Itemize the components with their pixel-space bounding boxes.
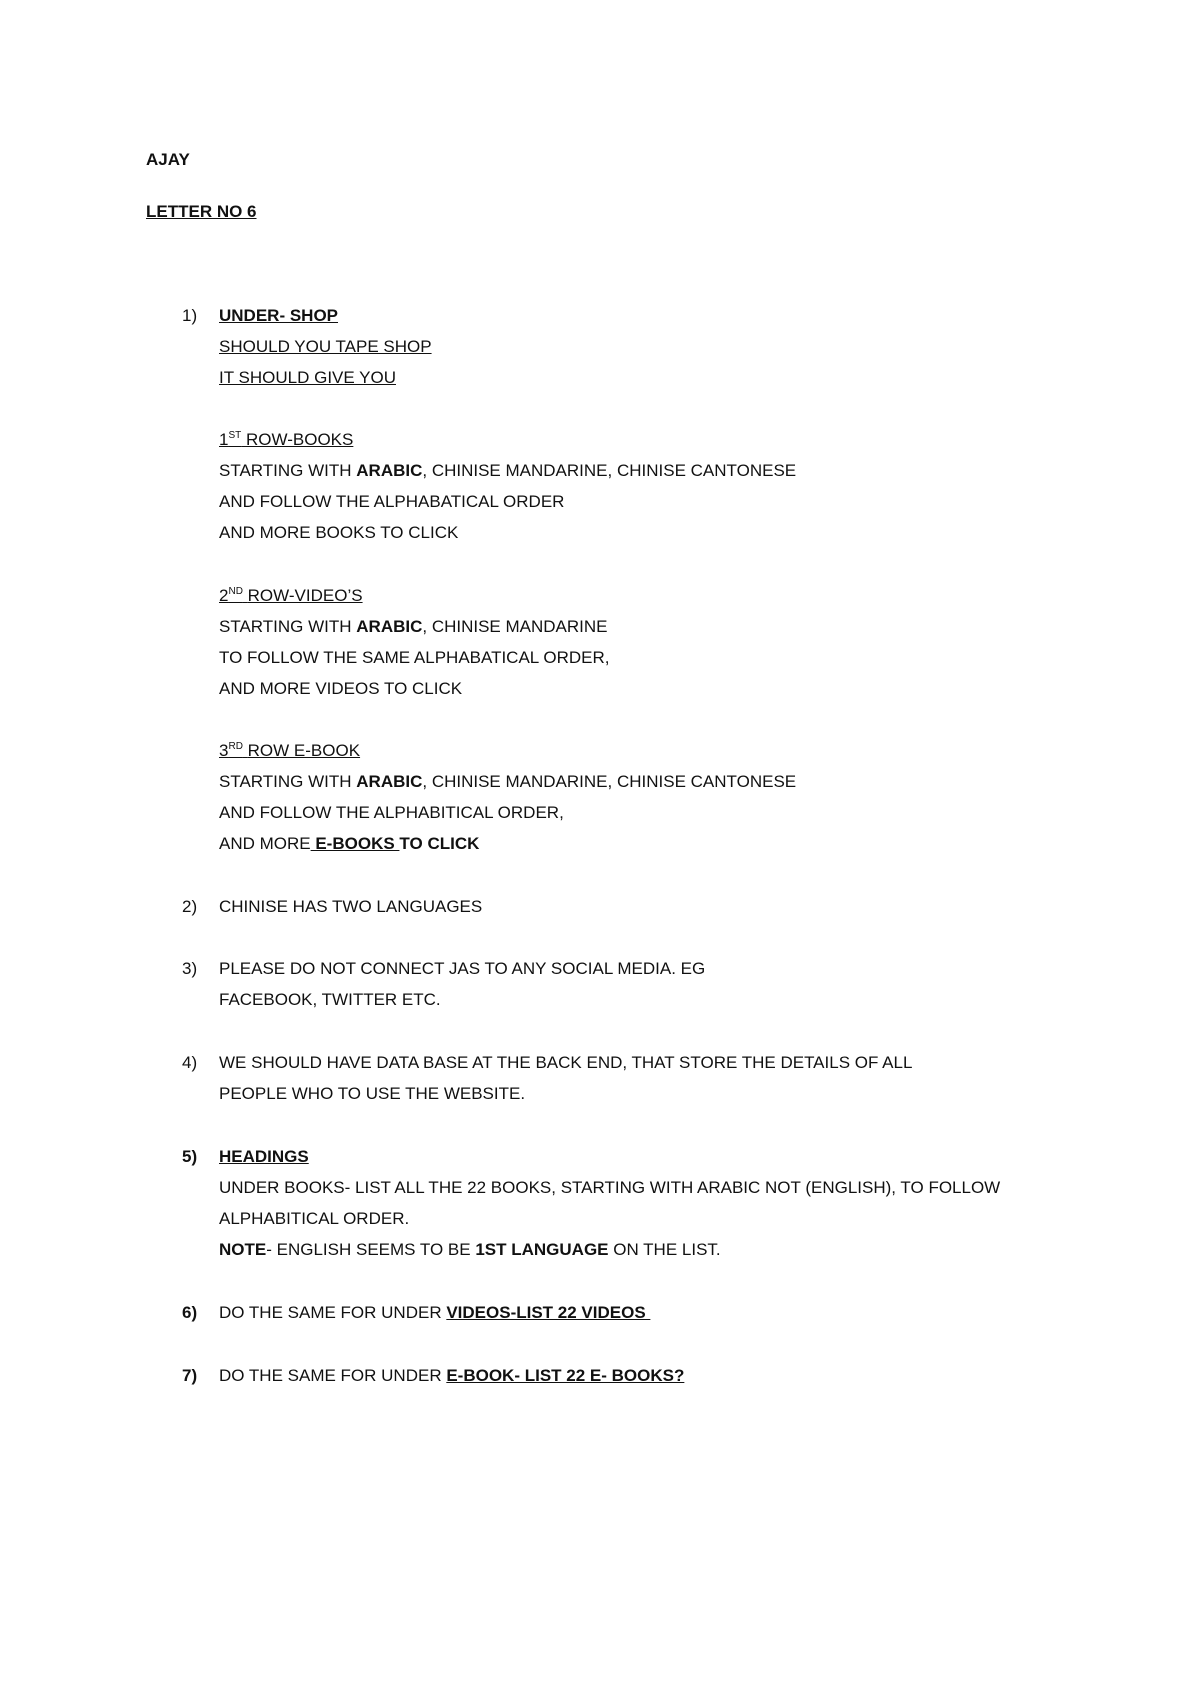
item-line: SHOULD YOU TAPE SHOP <box>219 337 432 356</box>
row-title-text: ROW-BOOKS <box>245 430 354 449</box>
row-title <box>219 740 360 762</box>
item-note <box>219 1239 721 1261</box>
row-rest-text: , CHINISE MANDARINE, CHINISE CANTONESE <box>422 772 797 791</box>
item-text-emphasis: E-BOOK- LIST 22 E- BOOKS? <box>446 1366 685 1385</box>
item-number: 4) <box>182 1053 198 1072</box>
row-ordinal-suffix: ND <box>228 586 243 597</box>
item-text <box>219 1302 650 1324</box>
row-line <box>219 833 479 855</box>
item-heading: UNDER- SHOP <box>219 306 339 325</box>
row-line: AND MORE BOOKS TO CLICK <box>219 523 459 542</box>
item-text-start: DO THE SAME FOR UNDER <box>219 1366 447 1385</box>
row-ordinal-suffix: RD <box>228 741 243 752</box>
note-text: - ENGLISH SEEMS TO BE <box>266 1240 476 1259</box>
row-title-text: ROW-VIDEO’S <box>247 586 363 605</box>
item-number: 3) <box>182 959 198 978</box>
row-start-text: STARTING WITH <box>219 772 357 791</box>
item-text: CHINISE HAS TWO LANGUAGES <box>219 897 483 916</box>
row-line: TO FOLLOW THE SAME ALPHABATICAL ORDER, <box>219 648 610 667</box>
item-number: 2) <box>182 897 198 916</box>
row-bold-text: ARABIC <box>356 617 423 636</box>
item-text: WE SHOULD HAVE DATA BASE AT THE BACK END, THAT STORE THE DETAILS OF ALL <box>219 1053 913 1072</box>
row-ordinal: 3 <box>219 741 229 760</box>
row-line <box>219 771 796 793</box>
row-title <box>219 585 363 607</box>
row-bold-text: ARABIC <box>356 772 423 791</box>
row-line <box>219 460 796 482</box>
item-text: UNDER BOOKS- LIST ALL THE 22 BOOKS, STARTING WITH ARABIC NOT (ENGLISH), TO FOLLOW <box>219 1178 1001 1197</box>
item-text-emphasis: VIDEOS-LIST 22 VIDEOS <box>446 1303 651 1322</box>
note-end-text: ON THE LIST. <box>608 1240 721 1259</box>
note-label: NOTE <box>219 1240 267 1259</box>
note-bold-text: 1ST LANGUAGE <box>475 1240 609 1259</box>
item-text: PLEASE DO NOT CONNECT JAS TO ANY SOCIAL MEDIA. EG <box>219 959 706 978</box>
row-line: AND FOLLOW THE ALPHABITICAL ORDER, <box>219 803 564 822</box>
item-text: PEOPLE WHO TO USE THE WEBSITE. <box>219 1084 526 1103</box>
recipient-name: AJAY <box>146 150 190 169</box>
item-number: 7) <box>182 1366 198 1385</box>
item-text-start: DO THE SAME FOR UNDER <box>219 1303 447 1322</box>
row-rest-text: , CHINISE MANDARINE, CHINISE CANTONESE <box>422 461 797 480</box>
row-line-start: AND MORE <box>219 834 311 853</box>
letter-number: LETTER NO 6 <box>146 202 257 221</box>
item-heading: HEADINGS <box>219 1147 309 1166</box>
item-number: 6) <box>182 1303 198 1322</box>
item-text <box>219 1365 684 1387</box>
row-ordinal: 1 <box>219 430 229 449</box>
row-line: AND MORE VIDEOS TO CLICK <box>219 679 463 698</box>
row-line <box>219 616 608 638</box>
row-ordinal-suffix: ST <box>228 430 242 441</box>
item-text: FACEBOOK, TWITTER ETC. <box>219 990 441 1009</box>
row-line: AND FOLLOW THE ALPHABATICAL ORDER <box>219 492 565 511</box>
row-title <box>219 429 353 451</box>
row-bold-text: ARABIC <box>356 461 423 480</box>
row-start-text: STARTING WITH <box>219 617 357 636</box>
item-number: 5) <box>182 1147 198 1166</box>
row-line-end: TO CLICK <box>399 834 480 853</box>
row-line-emphasis: E-BOOKS <box>310 834 400 853</box>
item-line: IT SHOULD GIVE YOU <box>219 368 396 387</box>
item-text: ALPHABITICAL ORDER. <box>219 1209 410 1228</box>
row-ordinal: 2 <box>219 586 229 605</box>
item-number: 1) <box>182 306 198 325</box>
row-title-text: ROW E-BOOK <box>247 741 361 760</box>
row-rest-text: , CHINISE MANDARINE <box>422 617 608 636</box>
row-start-text: STARTING WITH <box>219 461 357 480</box>
